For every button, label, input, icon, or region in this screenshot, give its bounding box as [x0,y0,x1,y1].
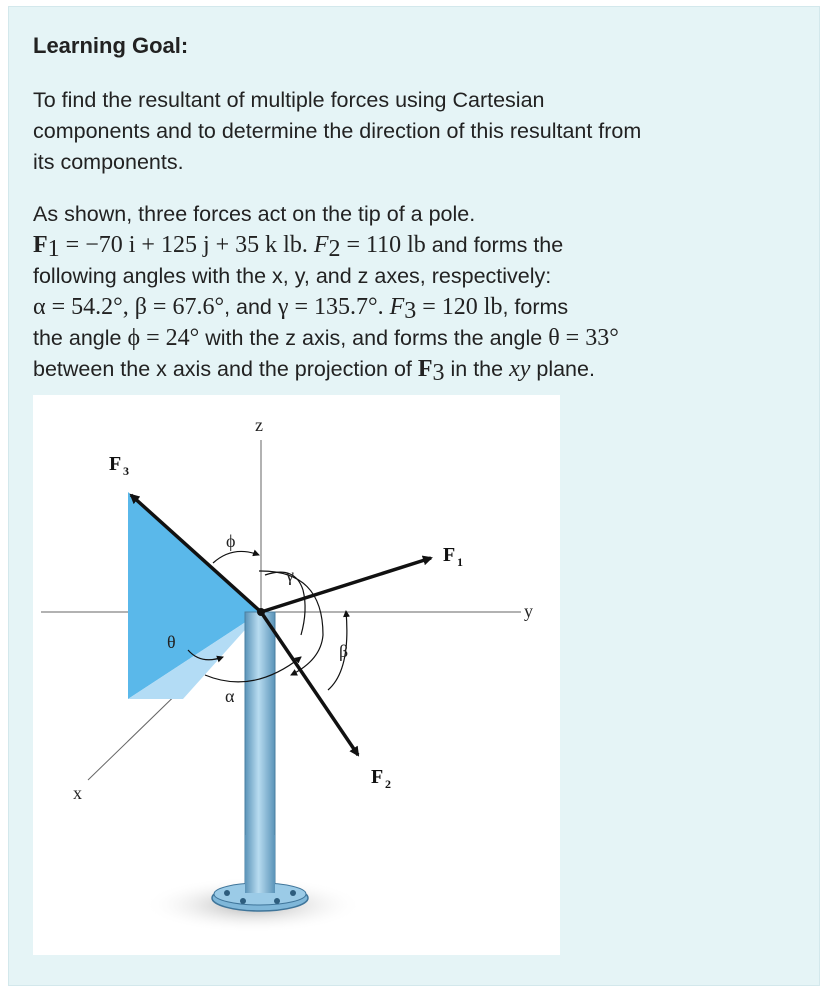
f2-label: F [371,766,384,788]
f2-expression: = 110 lb [340,232,426,258]
phi-label: ϕ [226,531,236,551]
f2-label-sub: 2 [385,777,391,791]
theta-label: θ [167,632,176,652]
beta-label: β [339,641,349,661]
force-diagram-figure [33,395,560,955]
f1-label: F [443,544,456,566]
bolt [290,890,296,896]
z-axis-label: z [255,415,263,435]
alpha-beta-expression: α = 54.2°, β = 67.6° [33,294,225,320]
theta-expression: θ = 33° [548,325,619,351]
bolt [274,898,280,904]
xy-plane: xy [509,356,531,382]
bolt [224,890,230,896]
f1-label-sub: 1 [457,555,463,569]
learning-goal-panel [8,6,820,986]
phi-theta-line: the angle ϕ = 24° with the z axis, and forms the angle θ = 33° [33,325,619,351]
y-axis-label: y [524,601,533,621]
phi-arc [213,551,259,563]
f1-expression: = −70 i + 125 j + 35 k lb. [59,232,308,258]
angles-line: α = 54.2°, β = 67.6°, and γ = 135.7°. $F_3 = 120$ lb, forms [33,294,569,324]
f2-arrow [261,612,358,755]
x-axis-label: x [73,783,82,803]
f3-label: F [109,453,122,475]
gamma-expression: γ = 135.7°. [277,294,384,320]
forces-line: $F_1 = -70$ i + 125 j + 35 k lb. $F_2 = 110$ lb and forms the [33,232,564,262]
f3-label-sub: 3 [123,464,129,478]
problem-statement: As shown, three forces act on the tip of a pole. $F_1 = -70$ i + 125 j + 35 k lb. $F_2 = 110$ lb and forms the following angles with the x, y, and z axes, respectively: α = 54.2°, β = 67.6°, and γ = 135.7°. $F_3 = 120$ lb, forms the angle ϕ = 24° with the z axis, and forms the angle θ = 33° between the x axis and the projection of $F_3$ in the xy plane. [33,199,793,385]
pole-lower [245,835,275,893]
force-diagram [33,395,560,955]
alpha-label: α [225,686,235,706]
phi-expression: ϕ = 24° [127,325,200,351]
gamma-label: γ [286,565,294,585]
learning-goal-heading: Learning Goal: [33,33,189,58]
intro-paragraph: To find the resultant of multiple forces using Cartesian components and to determine the direction of this resultant from its components. [33,88,642,174]
f3-expression: = 120 lb [416,294,503,320]
projection-line: between the x axis and the projection of $F_3$ in the xy plane. [33,356,595,386]
bolt [240,898,246,904]
pole-tip-point [257,608,265,616]
